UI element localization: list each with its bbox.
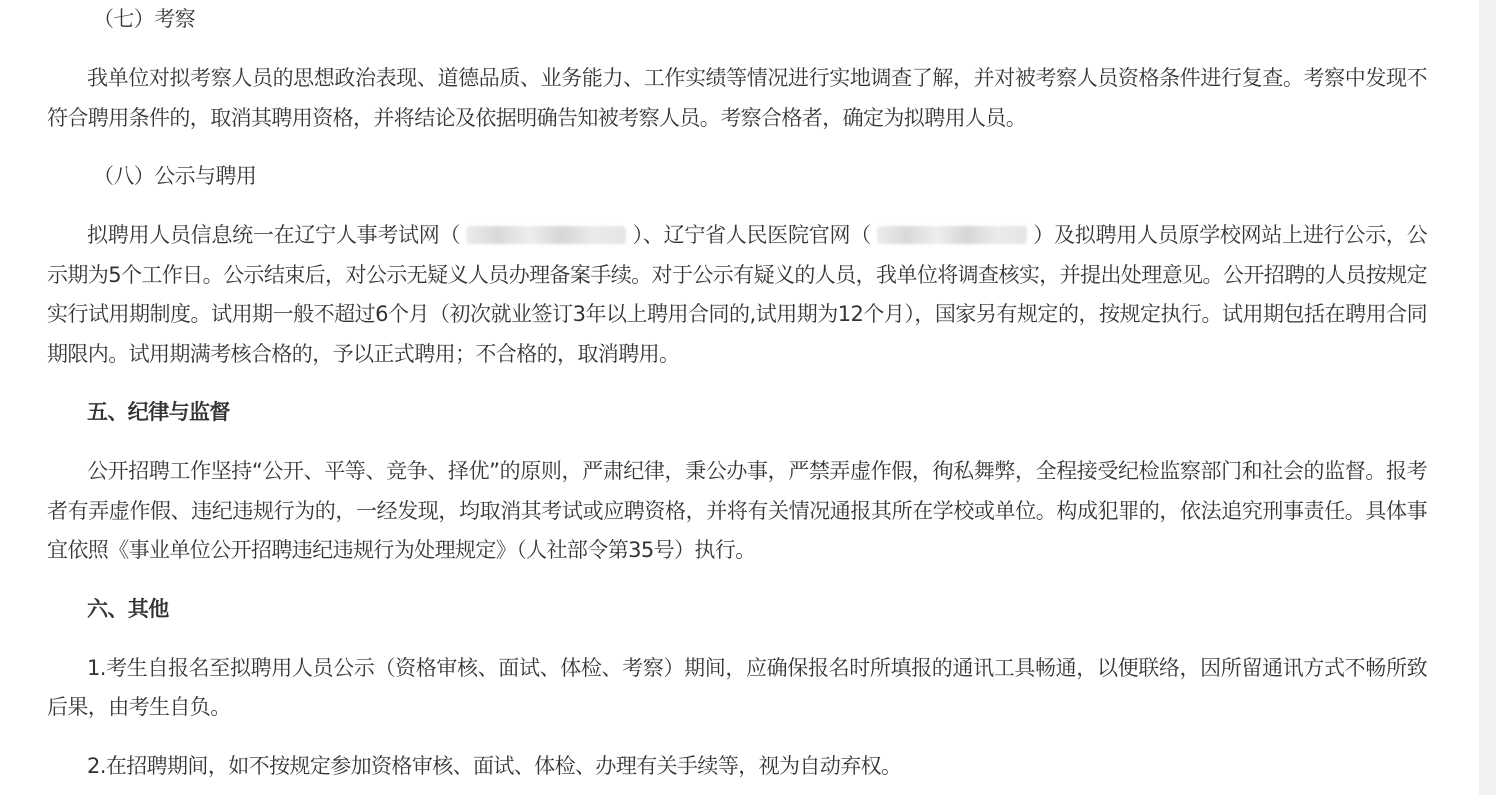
spacer xyxy=(47,138,1427,157)
spacer xyxy=(47,40,1427,59)
publicity-text-part-1: 拟聘用人员信息统一在辽宁人事考试网（ xyxy=(87,223,461,247)
article-content xyxy=(47,0,1427,786)
paragraph-other-item-2: 2.在招聘期间，如不按规定参加资格审核、面试、体检、办理有关手续等，视为自动弃权。 xyxy=(87,753,902,778)
section-heading-other: 六、其他 xyxy=(87,596,169,621)
redacted-website-2 xyxy=(877,226,1027,244)
spacer xyxy=(47,728,1427,747)
subsection-heading-publicity: （八）公示与聘用 xyxy=(93,164,257,188)
publicity-text-part-3: ）及拟聘用人员原学校网站上进行公示，公示期为5个工作日。公示结束后，对公示无疑义人员办理备案手续。对于公示有疑义的人员，我单位将调查核实，并提出处理意见。公开招聘的人员按规定实行试用期制度。试用期一般不超过6个月（初次就业签订3年以上聘用合同的,试用期为12个月），国家另有规定的，按规定执行。试用期包括在聘用合同期限内。试用期满考核合格的，予以正式聘用；不合格的，取消聘用。 xyxy=(47,223,1427,366)
section-heading-discipline: 五、纪律与监督 xyxy=(87,400,230,424)
vertical-scrollbar[interactable] xyxy=(1479,0,1496,795)
spacer xyxy=(47,630,1427,649)
subsection-heading-inspection: （七）考察 xyxy=(93,7,195,31)
paragraph-inspection: 我单位对拟考察人员的思想政治表现、道德品质、业务能力、工作实绩等情况进行实地调查了解，并对被考察人员资格条件进行复查。考察中发现不符合聘用条件的，取消其聘用资格，并将结论及依据明确告知被考察人员。考察合格者，确定为拟聘用人员。 xyxy=(47,66,1427,130)
redacted-website-1 xyxy=(466,226,626,244)
publicity-text-part-2: ）、辽宁省人民医院官网（ xyxy=(632,223,871,247)
scrollbar-thumb[interactable] xyxy=(1481,30,1494,310)
paragraph-other-item-1: 1.考生自报名至拟聘用人员公示（资格审核、面试、体检、考察）期间，应确保报名时所填报的通讯工具畅通，以便联络，因所留通讯方式不畅所致后果，由考生自负。 xyxy=(47,655,1427,719)
spacer xyxy=(47,197,1427,216)
spacer xyxy=(47,433,1427,452)
spacer xyxy=(47,571,1427,590)
paragraph-discipline: 公开招聘工作坚持“公开、平等、竞争、择优”的原则，严肃纪律，秉公办事，严禁弄虚作假，徇私舞弊，全程接受纪检监察部门和社会的监督。报考者有弄虚作假、违纪违规行为的，一经发现，均取消其考试或应聘资格，并将有关情况通报其所在学校或单位。构成犯罪的，依法追究刑事责任。具体事宜依照《事业单位公开招聘违纪违规行为处理规定》（人社部令第35号）执行。 xyxy=(47,459,1427,562)
spacer xyxy=(47,374,1427,393)
paragraph-publicity xyxy=(47,216,1427,374)
